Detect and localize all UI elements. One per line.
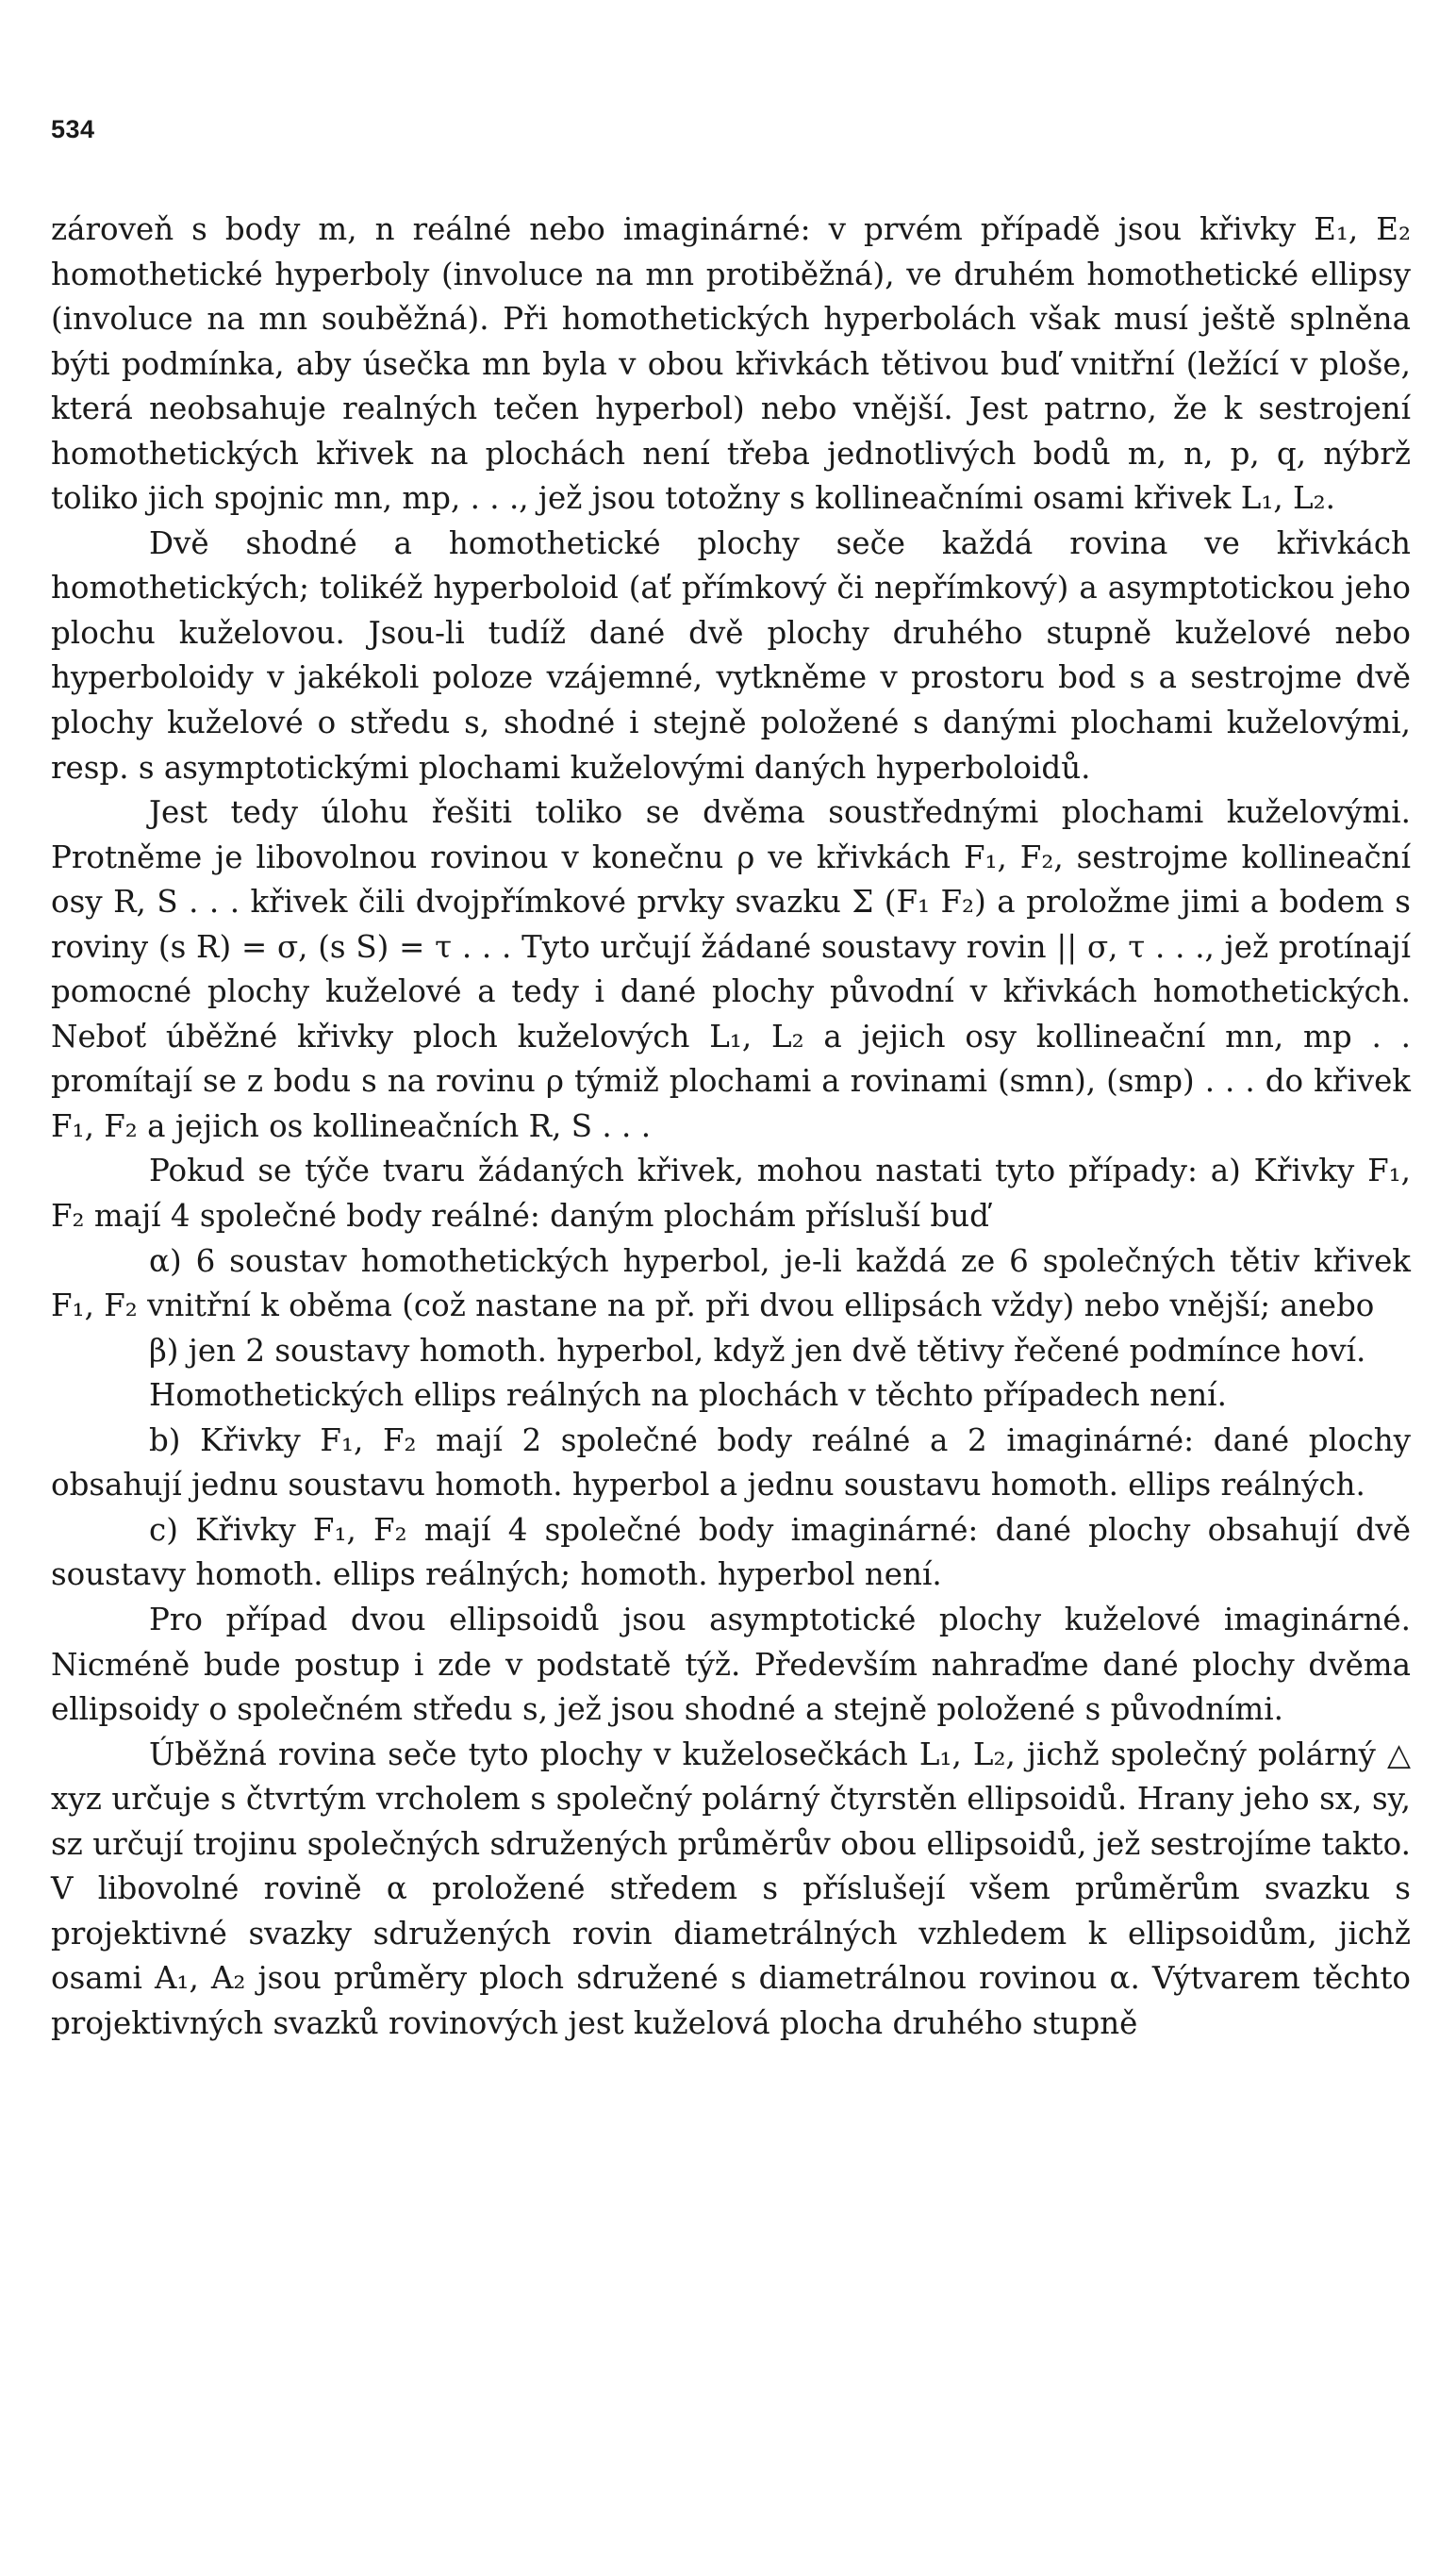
paragraph: Homothetických ellips reálných na plochách v těchto případech není. bbox=[149, 1377, 1227, 1414]
paragraph: Pokud se týče tvaru žádaných křivek, mohou nastati tyto případy: a) Křivky F₁, F₂ mají 4 společné body reálné: daným plochám přísluší buď bbox=[51, 1153, 1411, 1235]
paragraph: α) 6 soustav homothetických hyperbol, je-li každá ze 6 společných tětiv křivek F₁, F₂ vnitřní k oběma (což nastane na př. při dvou ellipsách vždy) nebo vnější; anebo bbox=[51, 1242, 1411, 1324]
paragraph: c) Křivky F₁, F₂ mají 4 společné body imaginárné: dané plochy obsahují dvě soustavy homoth. ellips reálných; homoth. hyperbol není. bbox=[51, 1511, 1411, 1593]
paragraph: β) jen 2 soustavy homoth. hyperbol, když jen dvě tětivy řečené podmínce hoví. bbox=[149, 1332, 1366, 1369]
paragraph: b) Křivky F₁, F₂ mají 2 společné body reálné a 2 imaginárné: dané plochy obsahují jednu soustavu homoth. hyperbol a jednu soustavu homoth. ellips reálných. bbox=[51, 1421, 1411, 1503]
paragraph: Jest tedy úlohu řešiti toliko se dvěma soustřednými plochami kuželovými. Protněme je libovolnou rovinou v konečnu ρ ve křivkách F₁, F₂, sestrojme kollineační osy R, S . . . křivek čili dvojpřímkové prvky svazku Σ (F₁ F₂) a proložme jimi a bodem s roviny (s R) = σ, (s S) = τ . . . Tyto určují žádané soustavy rovin || σ, τ . . ., jež protínají pomocné plochy kuželové a tedy i dané plochy původní v křivkách homothetických. Neboť úběžné křivky ploch kuželových L₁, L₂ a jejich osy kollineační mn, mp . . promítají se z bodu s na rovinu ρ týmiž plochami a rovinami (smn), (smp) . . . do křivek F₁, F₂ a jejich os kollineačních R, S . . . bbox=[51, 794, 1411, 1144]
page-number: 534 bbox=[51, 115, 95, 143]
paragraph: Úběžná rovina seče tyto plochy v kuželosečkách L₁, L₂, jichž společný polárný △ xyz určuje s čtvrtým vrcholem s společný polárný čtyrstěn ellipsoidů. Hrany jeho sx, sy, sz určují trojinu společných sdružených průměrův obou ellipsoidů, jež sestrojíme takto. V libovolné rovině α proložené středem s příslušejí všem průměrům svazku s projektivné svazky sdružených rovin diametrálných vzhledem k ellipsoidům, jichž osami A₁, A₂ jsou průměry ploch sdružené s diametrálnou rovinou α. Výtvarem těchto projektivných svazků rovinových jest kuželová plocha druhého stupně bbox=[51, 1736, 1411, 2041]
paragraph: zároveň s body m, n reálné nebo imaginárné: v prvém případě jsou křivky E₁, E₂ homothetické hyperboly (involuce na mn protiběžná), ve druhém homothetické ellipsy (involuce na mn souběžná). Při homothetických hyperbolách však musí ještě splněna býti podmínka, aby úsečka mn byla v obou křivkách tětivou buď vnitřní (ležící v ploše, která neobsahuje realných tečen hyperbol) nebo vnější. Jest patrno, že k sestrojení homothetických křivek na plochách není třeba jednotlivých bodů m, n, p, q, nýbrž toliko jich spojnic mn, mp, . . ., jež jsou totožny s kollineačními osami křivek L₁, L₂. bbox=[51, 211, 1411, 517]
paragraph: Dvě shodné a homothetické plochy seče každá rovina ve křivkách homothetických; tolikéž hyperboloid (ať přímkový či nepřímkový) a asymptotickou jeho plochu kuželovou. Jsou-li tudíž dané dvě plochy druhého stupně kuželové nebo hyperboloidy v jakékoli poloze vzájemné, vytkněme v prostoru bod s a sestrojme dvě plochy kuželové o středu s, shodné i stejně položené s danými plochami kuželovými, resp. s asymptotickými plochami kuželovými daných hyperboloidů. bbox=[51, 524, 1411, 786]
paragraph: Pro případ dvou ellipsoidů jsou asymptotické plochy kuželové imaginárné. Nicméně bude postup i zde v podstatě týž. Především nahraďme dané plochy dvěma ellipsoidy o společném středu s, jež jsou shodné a stejně položené s původními. bbox=[51, 1601, 1411, 1728]
body-text bbox=[51, 208, 1411, 2046]
